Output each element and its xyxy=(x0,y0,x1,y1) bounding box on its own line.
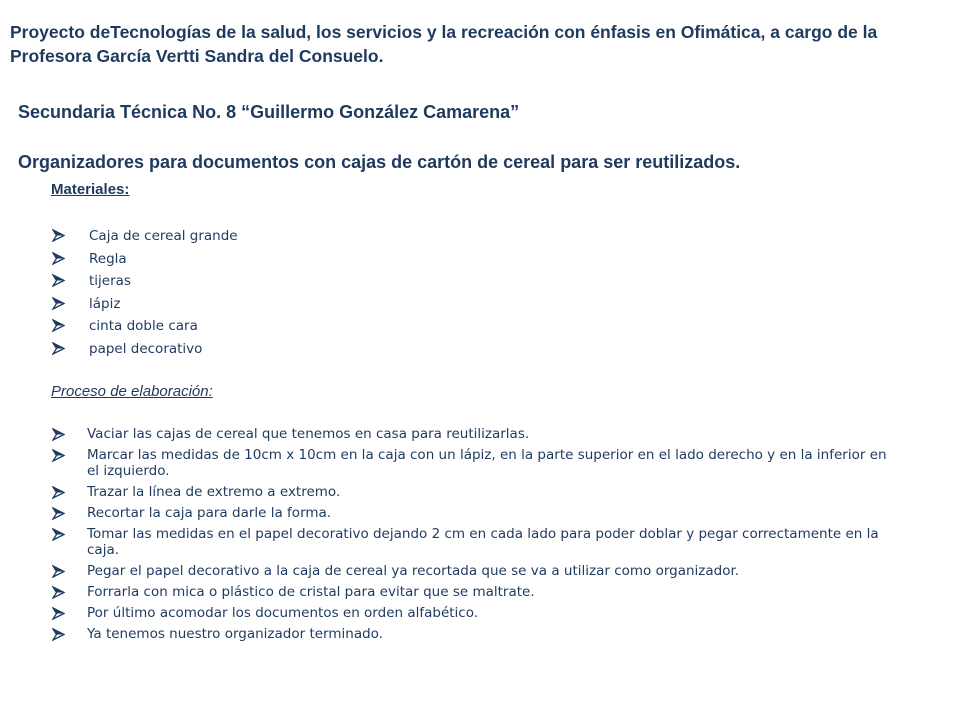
list-item xyxy=(52,294,752,317)
step-text: Pegar el papel decorativo a la caja de cereal ya recortada que se va a utilizar como organizador. xyxy=(87,563,740,579)
material-label: lápiz xyxy=(89,295,121,312)
materials-list xyxy=(52,226,752,361)
material-label: tijeras xyxy=(89,273,131,289)
step-text: Por último acomodar los documentos en orden alfabético. xyxy=(87,605,479,621)
list-item xyxy=(52,249,752,272)
process-heading: Proceso de elaboración: xyxy=(51,383,213,400)
arrowhead-bullet-icon xyxy=(52,319,65,332)
arrowhead-bullet-icon xyxy=(52,507,65,520)
material-label: cinta doble cara xyxy=(89,318,198,334)
arrowhead-bullet-icon xyxy=(52,297,65,310)
list-item xyxy=(52,563,902,579)
material-label: Caja de cereal grande xyxy=(89,228,238,244)
step-text: Trazar la línea de extremo a extremo. xyxy=(87,484,341,500)
arrowhead-bullet-icon xyxy=(52,628,65,641)
arrowhead-bullet-icon xyxy=(52,449,65,462)
arrowhead-bullet-icon xyxy=(52,274,65,287)
arrowhead-bullet-icon xyxy=(52,607,65,620)
list-item xyxy=(52,526,902,558)
material-label: papel decorativo xyxy=(89,340,203,357)
page-title: Organizadores para documentos con cajas de cartón de cereal para ser reutilizados. xyxy=(18,152,741,172)
step-text: Recortar la caja para darle la forma. xyxy=(87,505,332,521)
arrowhead-bullet-icon xyxy=(52,252,65,265)
materials-heading: Materiales: xyxy=(51,181,130,198)
arrowhead-bullet-icon xyxy=(52,565,65,578)
material-label: Regla xyxy=(89,250,127,267)
list-item xyxy=(52,605,902,621)
list-item xyxy=(52,447,902,479)
step-text: Marcar las medidas de 10cm x 10cm en la caja con un lápiz, en la parte superior en el lado derecho y en la inferior en el izquierdo. xyxy=(87,447,887,479)
step-text: Tomar las medidas en el papel decorativo dejando 2 cm en cada lado para poder doblar y pegar correctamente en la caja. xyxy=(87,526,879,558)
list-item xyxy=(52,484,902,500)
project-description: Proyecto deTecnologías de la salud, los servicios y la recreación con énfasis en Ofimática, a cargo de la Profesora García Vertti Sandra del Consuelo. xyxy=(10,22,878,66)
arrowhead-bullet-icon xyxy=(52,528,65,541)
list-item xyxy=(52,316,752,339)
list-item xyxy=(52,226,752,249)
arrowhead-bullet-icon xyxy=(52,229,65,242)
step-text: Forrarla con mica o plástico de cristal para evitar que se maltrate. xyxy=(87,584,535,600)
list-item xyxy=(52,426,902,442)
list-item xyxy=(52,626,902,642)
step-text: Ya tenemos nuestro organizador terminado. xyxy=(87,626,383,642)
arrowhead-bullet-icon xyxy=(52,428,65,441)
list-item xyxy=(52,505,902,521)
process-steps-list xyxy=(52,426,902,647)
list-item xyxy=(52,584,902,600)
list-item xyxy=(52,339,752,362)
school-name: Secundaria Técnica No. 8 “Guillermo González Camarena” xyxy=(18,102,520,122)
arrowhead-bullet-icon xyxy=(52,342,65,355)
step-text: Vaciar las cajas de cereal que tenemos en casa para reutilizarlas. xyxy=(87,426,530,442)
arrowhead-bullet-icon xyxy=(52,486,65,499)
list-item xyxy=(52,271,752,294)
arrowhead-bullet-icon xyxy=(52,586,65,599)
